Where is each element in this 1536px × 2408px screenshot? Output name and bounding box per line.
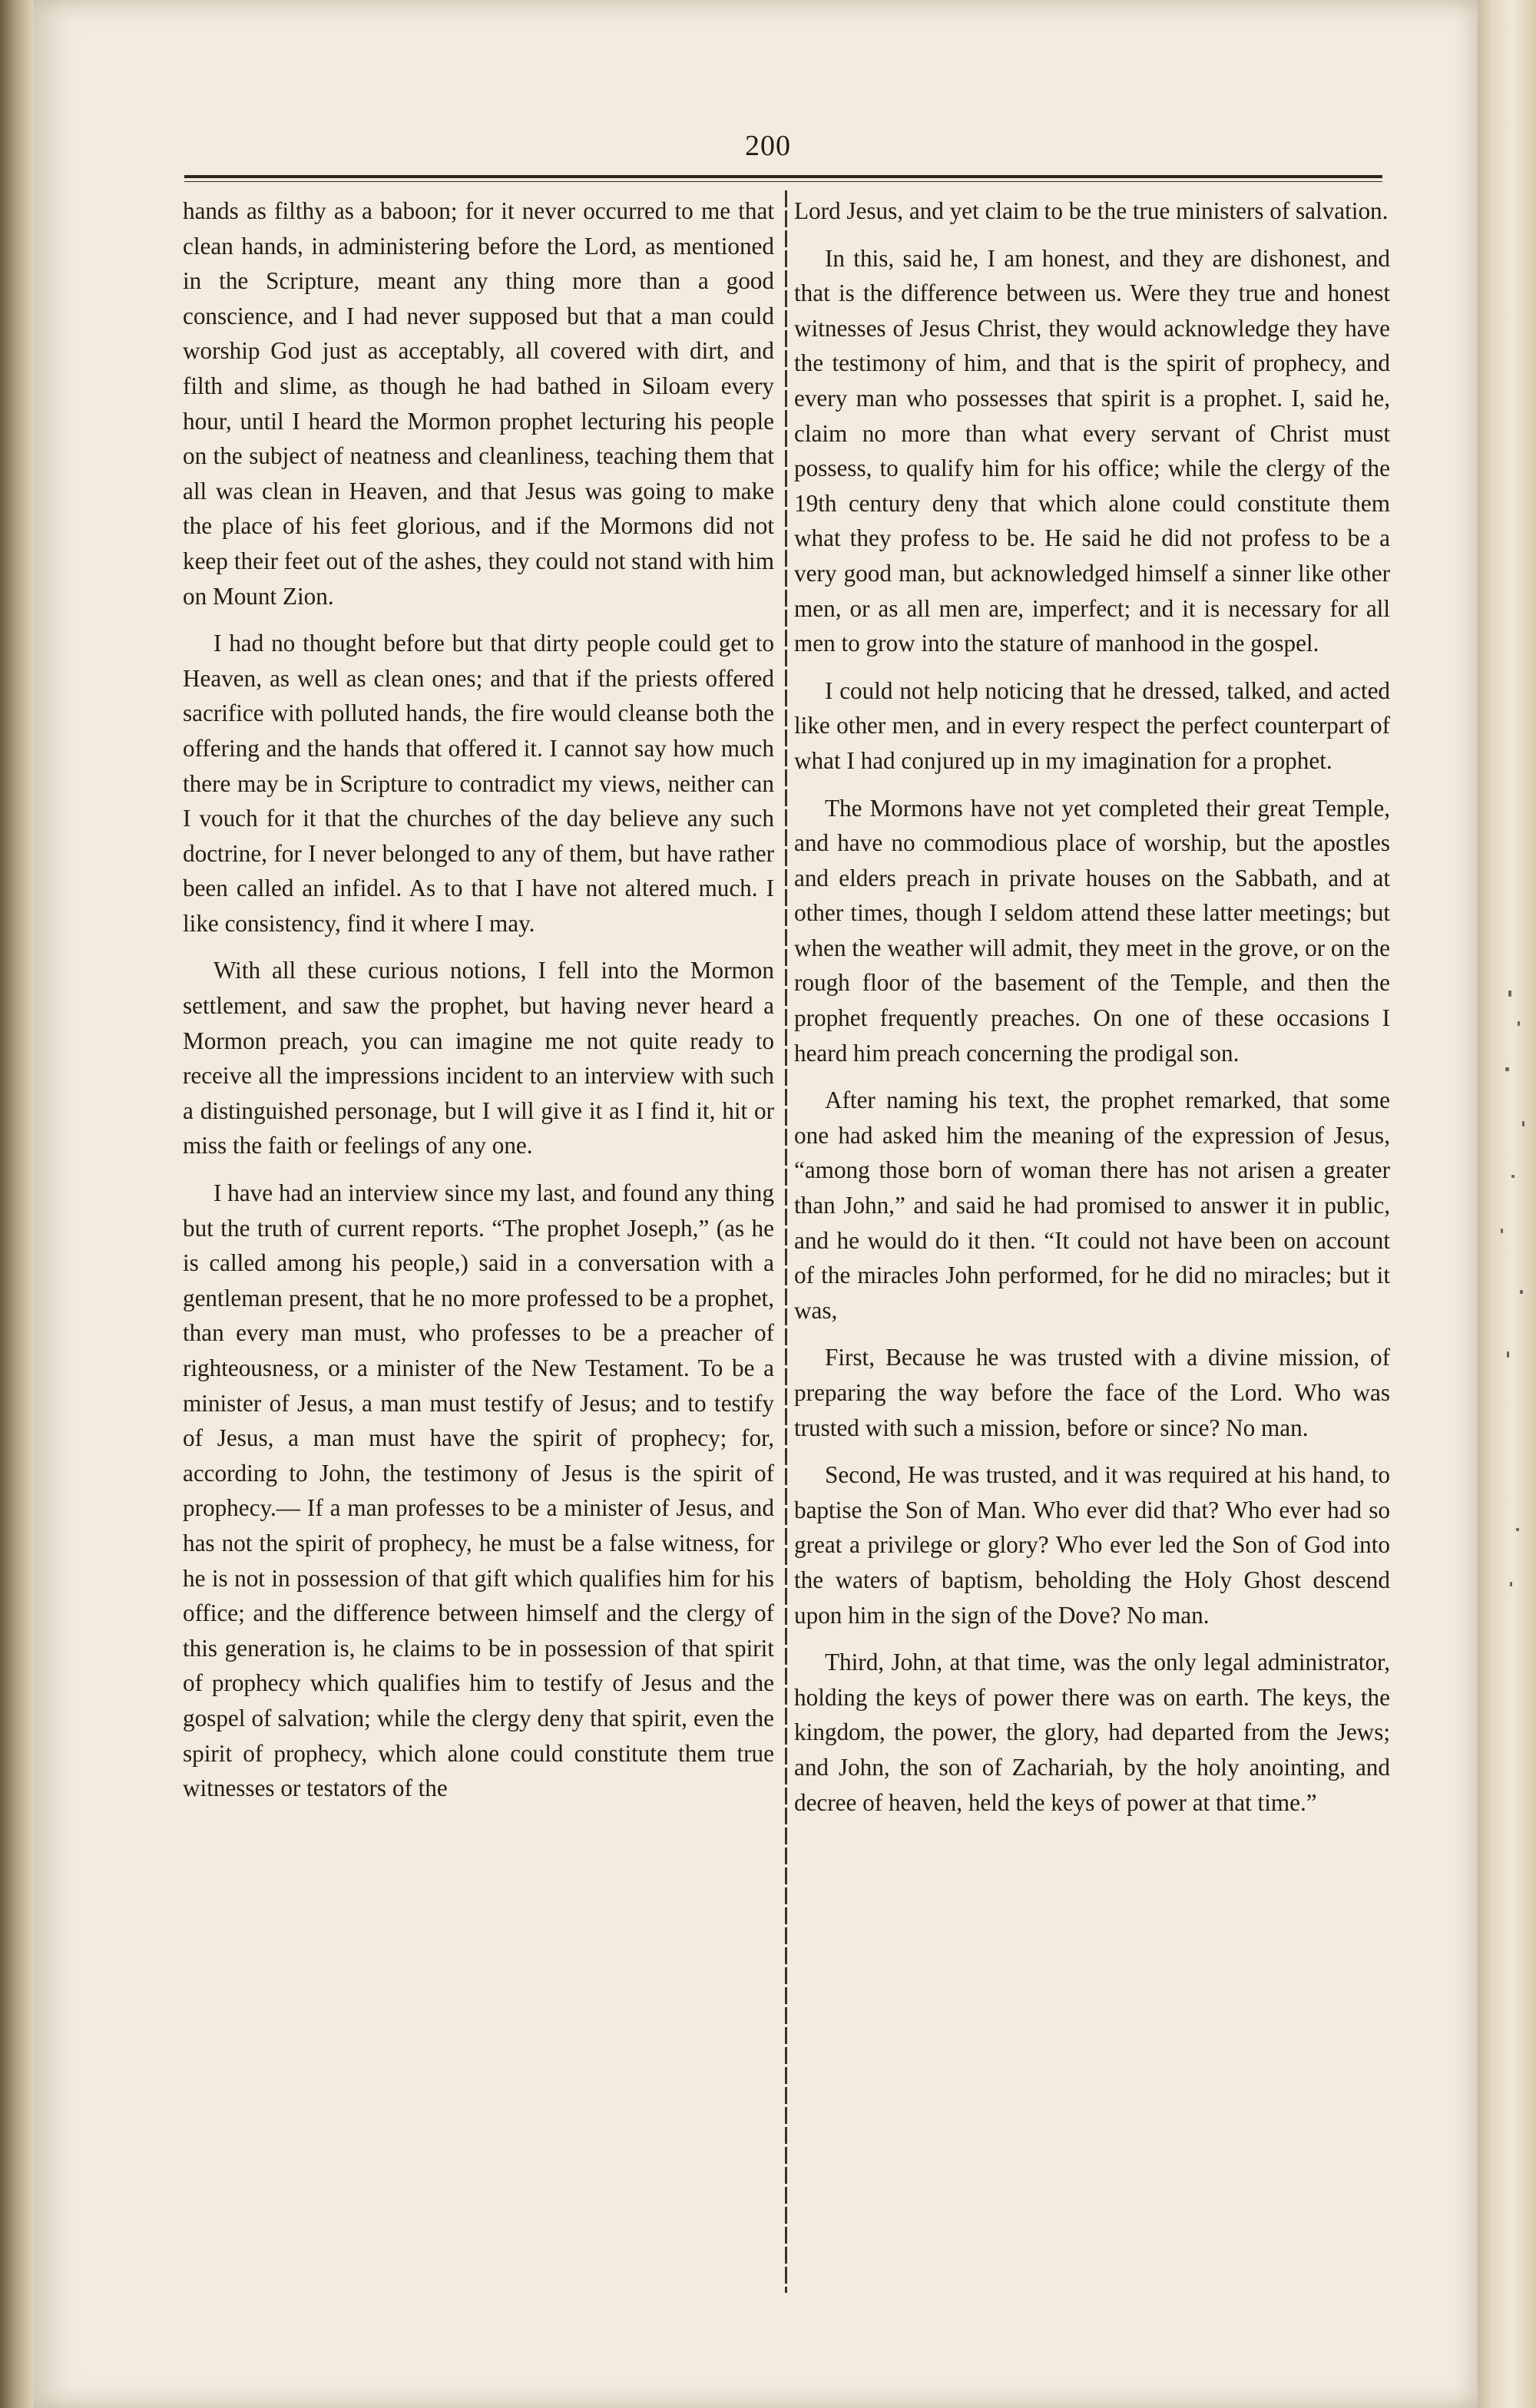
paragraph: Third, John, at that time, was the only legal administrator, holding the keys of power there was on earth. The keys, the kingdom, the power, the glory, had departed from the Jews; and John, the son of Zachariah, by the holy anointing, and decree of heaven, held the keys of power at that time.” <box>794 1649 1390 1816</box>
header-rule-thin <box>184 181 1382 182</box>
paragraph: I could not help noticing that he dressed, talked, and acted like other men, and in every respect the perfect counterpart of what I had conjured up in my imagination for a prophet. <box>794 676 1390 774</box>
paragraph: After naming his text, the prophet remarked, that some one had asked him the meaning of the expression of Jesus, “among those born of woman there has not arisen a greater than John,” and said he had promised to answer it in public, and he would do it then. “It could not have been on account of the miracles John performed, for he did no miracles; but it was, <box>794 1087 1390 1324</box>
adjacent-page-edge <box>1478 0 1536 2408</box>
paragraph: I had no thought before but that dirty people could get to Heaven, as well as clean ones; and that if the priests offered sacrifice with polluted hands, the fire would cleanse both the offering and the hands that offered it. I cannot say how much there may be in Scripture to contradict my views, neither can I vouch for it that the churches of the day believe any such doctrine, for I never belonged to any of them, but have rather been called an infidel. As to that I have not altered much. I like consistency, find it where I may. <box>183 630 774 937</box>
paragraph: Lord Jesus, and yet claim to be the true ministers of salvation. <box>794 197 1389 224</box>
book-binding <box>0 0 34 2408</box>
column-divider <box>785 190 787 2293</box>
paragraph: With all these curious notions, I fell into the Mormon settlement, and saw the prophet, but having never heard a Mormon preach, you can imagine me not quite ready to receive all the impressions incident to an interview with such a distinguished personage, but I will give it as I find it, hit or miss the faith or feelings of any one. <box>183 957 774 1159</box>
left-column <box>183 194 774 2297</box>
header-rule-thick <box>184 175 1382 178</box>
paragraph: First, Because he was trusted with a divine mission, of preparing the way before the face of the Lord. Who was trusted with such a mission, before or since? No man. <box>794 1344 1390 1441</box>
right-column <box>794 194 1390 2297</box>
paragraph: The Mormons have not yet completed their great Temple, and have no commodious place of worship, but the apostles and elders preach in private houses on the Sabbath, and at other times, though I seldom attend these latter meetings; but when the weather will admit, they meet in the grove, or on the rough floor of the basement of the Temple, and then the prophet frequently preaches. On one of these occasions I heard him preach concerning the prodigal son. <box>794 794 1390 1067</box>
paragraph: hands as filthy as a baboon; for it never occurred to me that clean hands, in administering before the Lord, as mentioned in the Scripture, meant any thing more than a good conscience, and I had never supposed but that a man could worship God just as acceptably, all covered with dirt, and filth and slime, as though he had bathed in Siloam every hour, until I heard the Mormon prophet lecturing his people on the subject of neatness and cleanliness, teaching them that all was clean in Heaven, and that Jesus was going to make the place of his feet glorious, and if the Mormons did not keep their feet out of the ashes, they could not stand with him on Mount Zion. <box>183 197 774 610</box>
paragraph: I have had an interview since my last, and found any thing but the truth of current reports. “The prophet Joseph,” (as he is called among his people,) said in a conversation with a gentleman present, that he no more professed to be a prophet, than every man must, who professes to be a preacher of righteousness, or a minister of the New Testament. To be a minister of Jesus, a man must testify of Jesus; and to testify of Jesus, a man must have the spirit of prophecy; for, according to John, the testimony of Jesus is the spirit of prophecy.— If a man professes to be a minister of Jesus, and has not the spirit of prophecy, he must be a false witness, for he is not in possession of that gift which qualifies him for his office; and the difference between himself and the clergy of this generation is, he claims to be in possession of that spirit of prophecy which qualifies him to testify of Jesus and the gospel of salvation; while the clergy deny that spirit, even the spirit of prophecy, which alone could constitute them true witnesses or testators of the <box>183 1179 774 1802</box>
page-number: 200 <box>745 130 791 162</box>
paragraph: In this, said he, I am honest, and they are dishonest, and that is the difference between us. Were they true and honest witnesses of Jesus Christ, they would acknowledge they have the testimony of him, and that is the spirit of prophecy, and every man who possesses that spirit is a prophet. I, said he, claim no more than what every servant of Christ must possess, to qualify him for his office; while the clergy of the 19th century deny that which alone could constitute them what they profess to be. He said he did not profess to be a very good man, but acknowledged himself a sinner like other men, or as all men are, imperfect; and it is necessary for all men to grow into the stature of manhood in the gospel. <box>794 244 1390 657</box>
paragraph: Second, He was trusted, and it was required at his hand, to baptise the Son of Man. Who ever did that? Who ever had so great a privilege or glory? Who ever led the Son of God into the waters of baptism, beholding the Holy Ghost descend upon him in the sign of the Dove? No man. <box>794 1461 1390 1629</box>
